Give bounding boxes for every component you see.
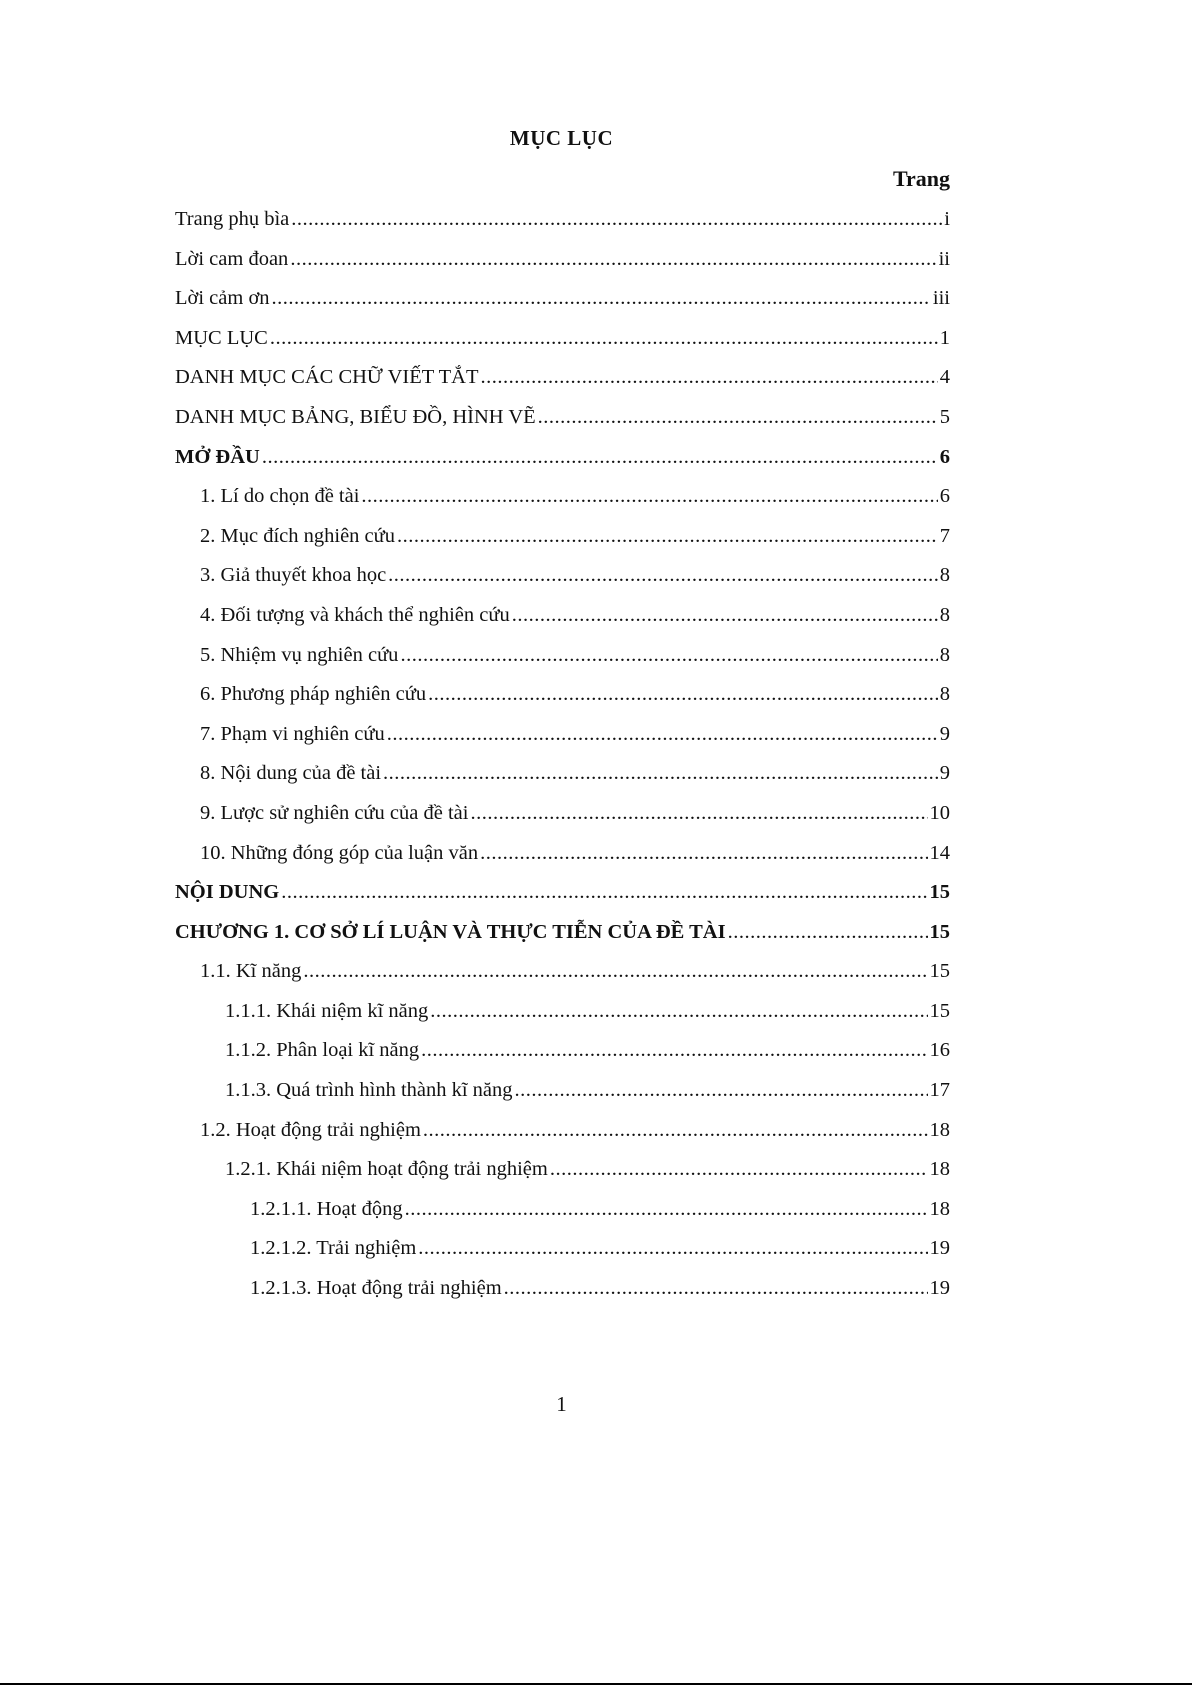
page-title: MỤC LỤC [509, 126, 614, 150]
page-column-header: Trang [892, 166, 950, 191]
toc-entry-page: 17 [929, 1079, 950, 1102]
toc-entry-label: 10. Những đóng góp của luận văn [200, 841, 479, 864]
toc-entry-label: 1.2.1. Khái niệm hoạt động trải nghiệm [225, 1158, 548, 1181]
toc-entry-page: i [944, 208, 950, 230]
toc-dot-leader [262, 438, 938, 478]
toc-entry-label: CHƯƠNG 1. CƠ SỞ LÍ LUẬN VÀ THỰC TIỄN CỦA ĐỀ TÀI [175, 920, 726, 943]
toc-entry-page: 14 [929, 841, 950, 864]
toc-dot-leader [504, 1269, 928, 1309]
toc-entry[interactable] [0, 1150, 950, 1190]
toc-entry-page: 15 [929, 881, 950, 904]
toc-entry-page: ii [938, 247, 950, 270]
toc-entry[interactable] [0, 952, 950, 992]
toc-entry-label: 1.2.1.2. Trải nghiệm [250, 1237, 417, 1260]
toc-entry-page: iii [932, 287, 950, 310]
toc-entry-page: 10 [929, 801, 950, 824]
toc-entry[interactable] [0, 754, 950, 794]
toc-entry-page: 6 [939, 445, 950, 468]
toc-entry[interactable] [0, 794, 950, 834]
toc-entry-label: 2. Mục đích nghiên cứu [200, 524, 396, 547]
toc-entry-page: 15 [929, 920, 950, 943]
toc-dot-leader [728, 913, 928, 953]
toc-entry-label: 1.1.3. Quá trình hình thành kĩ năng [225, 1079, 513, 1102]
toc-entry[interactable] [0, 319, 950, 359]
toc-entry[interactable] [0, 1111, 950, 1151]
toc-entry[interactable] [0, 834, 950, 874]
toc-entry[interactable] [0, 240, 950, 280]
table-of-contents [0, 200, 1192, 1309]
toc-entry-page: 4 [939, 366, 950, 389]
toc-dot-leader [470, 794, 927, 834]
toc-entry[interactable] [0, 1269, 950, 1309]
toc-entry-page: 9 [939, 722, 950, 745]
toc-entry[interactable] [0, 873, 950, 913]
toc-entry-label: DANH MỤC CÁC CHỮ VIẾT TẮT [175, 366, 479, 389]
toc-entry-label: DANH MỤC BẢNG, BIỂU ĐỒ, HÌNH VẼ [175, 405, 536, 428]
toc-dot-leader [430, 992, 927, 1032]
toc-dot-leader [480, 834, 927, 874]
toc-dot-leader [423, 1111, 928, 1151]
toc-dot-leader [270, 319, 938, 359]
toc-entry-label: 9. Lược sử nghiên cứu của đề tài [200, 801, 469, 824]
toc-entry-label: 1.2.1.3. Hoạt động trải nghiệm [250, 1277, 502, 1300]
toc-dot-leader [387, 715, 938, 755]
toc-dot-leader [405, 1190, 928, 1230]
toc-entry-page: 15 [929, 999, 950, 1022]
toc-entry-label: 1.1.2. Phân loại kĩ năng [225, 1039, 420, 1062]
toc-entry[interactable] [0, 596, 950, 636]
toc-dot-leader [550, 1150, 928, 1190]
toc-entry-page: 1 [939, 326, 950, 349]
toc-dot-leader [383, 754, 938, 794]
toc-entry-page: 8 [939, 603, 950, 626]
toc-entry-page: 18 [929, 1197, 950, 1220]
toc-entry-page: 9 [939, 762, 950, 785]
toc-entry-page: 18 [929, 1118, 950, 1141]
toc-entry[interactable] [0, 279, 950, 319]
toc-entry[interactable] [0, 1031, 950, 1071]
toc-entry[interactable] [0, 358, 950, 398]
toc-dot-leader [515, 1071, 928, 1111]
toc-entry[interactable] [0, 992, 950, 1032]
toc-entry[interactable] [0, 675, 950, 715]
toc-entry-page: 19 [929, 1277, 950, 1300]
toc-dot-leader [481, 358, 938, 398]
toc-entry-page: 8 [939, 683, 950, 706]
toc-entry[interactable] [0, 715, 950, 755]
toc-entry-label: 3. Giả thuyết khoa học [200, 564, 387, 587]
toc-entry-page: 7 [939, 524, 950, 547]
toc-dot-leader [281, 873, 927, 913]
page-number: 1 [556, 1392, 567, 1416]
toc-entry-label: 1.1.1. Khái niệm kĩ năng [225, 999, 429, 1022]
toc-entry[interactable] [0, 477, 950, 517]
toc-entry[interactable] [0, 1071, 950, 1111]
toc-entry-page: 18 [929, 1158, 950, 1181]
toc-entry[interactable] [0, 1190, 950, 1230]
toc-entry-label: 7. Phạm vi nghiên cứu [200, 722, 385, 745]
toc-entry-label: Lời cam đoan [175, 247, 289, 270]
toc-entry-page: 15 [929, 960, 950, 983]
toc-entry[interactable] [0, 913, 950, 953]
toc-entry[interactable] [0, 1229, 950, 1269]
toc-entry[interactable] [0, 636, 950, 676]
toc-dot-leader [272, 279, 931, 319]
toc-entry-page: 19 [929, 1237, 950, 1260]
toc-entry-page: 8 [939, 643, 950, 666]
toc-dot-leader [291, 200, 942, 240]
toc-entry-label: 1. Lí do chọn đề tài [200, 485, 360, 508]
toc-entry-label: NỘI DUNG [175, 881, 280, 904]
toc-dot-leader [303, 952, 927, 992]
toc-entry[interactable] [0, 438, 950, 478]
toc-entry-label: 4. Đối tượng và khách thể nghiên cứu [200, 603, 510, 626]
toc-dot-leader [512, 596, 938, 636]
toc-dot-leader [418, 1229, 927, 1269]
toc-entry-label: MỞ ĐẦU [175, 445, 260, 468]
toc-dot-leader [290, 240, 936, 280]
toc-entry-label: 1.2. Hoạt động trải nghiệm [200, 1118, 421, 1141]
toc-entry-label: 5. Nhiệm vụ nghiên cứu [200, 643, 399, 666]
toc-entry-label: MỤC LỤC [175, 326, 268, 349]
toc-dot-leader [428, 675, 938, 715]
toc-dot-leader [538, 398, 938, 438]
toc-entry-label: 1.1. Kĩ năng [200, 960, 302, 983]
toc-entry-page: 5 [939, 405, 950, 428]
toc-entry-label: Trang phụ bìa [175, 208, 290, 230]
toc-entry[interactable] [0, 517, 950, 557]
toc-dot-leader [400, 636, 937, 676]
toc-dot-leader [397, 517, 938, 557]
toc-dot-leader [388, 556, 938, 596]
toc-entry-label: 1.2.1.1. Hoạt động [250, 1197, 403, 1220]
toc-entry[interactable] [0, 398, 950, 438]
toc-dot-leader [361, 477, 937, 517]
toc-entry[interactable] [0, 200, 950, 240]
toc-entry[interactable] [0, 556, 950, 596]
toc-entry-label: Lời cảm ơn [175, 287, 270, 310]
toc-entry-page: 8 [939, 564, 950, 587]
toc-entry-label: 8. Nội dung của đề tài [200, 762, 382, 785]
toc-dot-leader [421, 1031, 927, 1071]
toc-entry-label: 6. Phương pháp nghiên cứu [200, 683, 427, 706]
toc-entry-page: 6 [939, 485, 950, 508]
toc-entry-page: 16 [929, 1039, 950, 1062]
